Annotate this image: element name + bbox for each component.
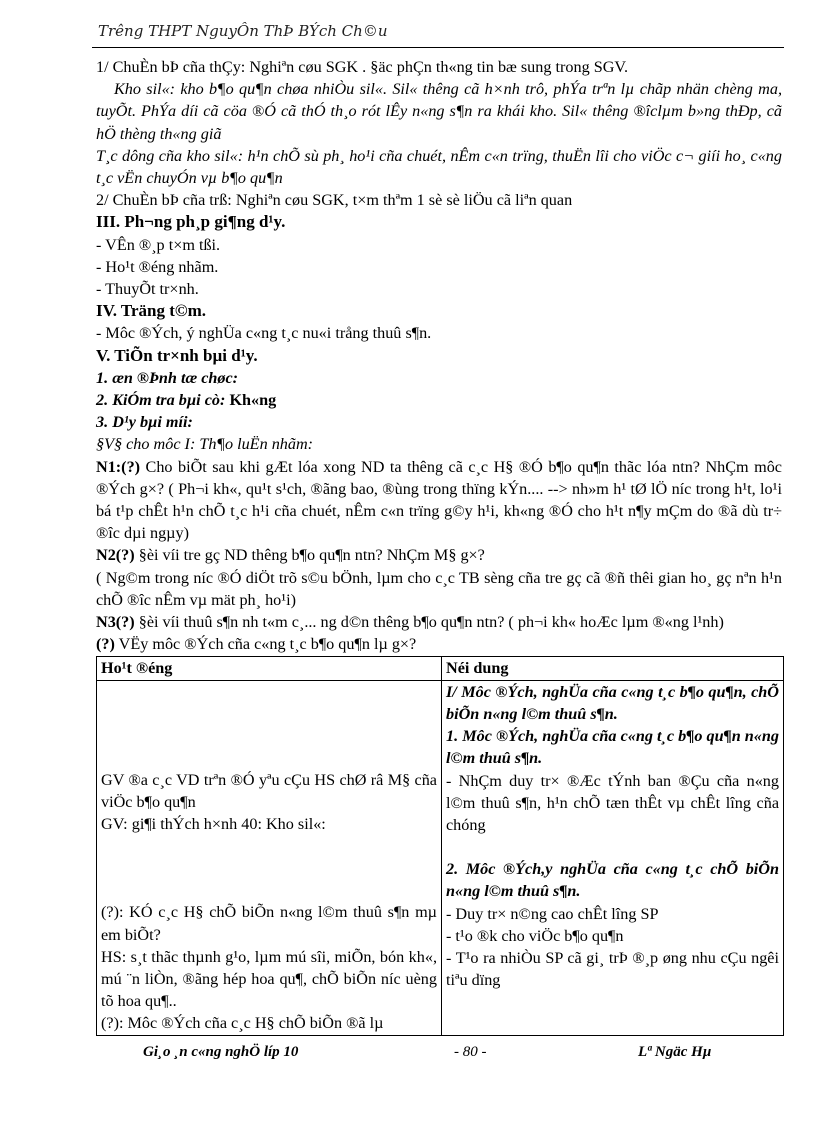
question-n1-text: Cho biÕt sau khi gÆt lóa xong ND ta thêng cã c¸c H§ ®Ó b¶o qu¶n thãc lóa ntn? NhÇm môc ®Ých g×? ( Ph¬i kh«, qu¹t s¹ch, ®ãng bao, ®ùng trong thïng kÝn.... --> nh»m h¹ tØ lÖ níc trong h¹t, lo¹i bá t¹p chÊt h¹n chÕ t¸c h¹i cña chuét, nÊm c«n trïng g©y h¹i, kh«ng ®Ó cho h¹t n¶y mÇm do ®ã dù tr÷ ®îc dµi ngµy) xyxy=(96,457,782,543)
question-n1-label: N1:(?) xyxy=(96,457,141,476)
activity-line: GV ®a c¸c VD trªn ®Ó yªu cÇu HS chØ râ M§ cña viÖc b¶o qu¶n xyxy=(101,770,437,811)
answer-n2: ( Ng©m trong níc ®Ó diÖt trõ s©u bÖnh, lµm cho c¸c TB sèng cña tre gç cã ®ñ thêi gian ho¸ gç nªn h¹n chÕ ®îc nÊm vµ mät ph¸ ho¹i) xyxy=(96,568,782,609)
intro-discussion: §V§ cho môc I: Th¶o luËn nhãm: xyxy=(96,435,314,454)
activity-line: (?): KÓ c¸c H§ chÕ biÕn n«ng l©m thuû s¶n mµ em biÕt? xyxy=(101,903,437,944)
activity-line: (?): Môc ®Ých cña c¸c H§ chÕ biÕn ®ã lµ xyxy=(101,1014,384,1033)
content-line: - t¹o ®k cho viÖc b¶o qu¶n xyxy=(446,926,624,945)
table-row xyxy=(97,680,784,1035)
method-item: - Ho¹t ®éng nhãm. xyxy=(96,257,219,276)
section-methods-heading: III. Ph¬ng ph¸p gi¶ng d¹y. xyxy=(96,212,286,232)
activity-line: GV: gi¶i thÝch h×nh 40: Kho sil«: xyxy=(101,815,326,834)
header-rule xyxy=(92,47,784,48)
method-item: - ThuyÕt tr×nh. xyxy=(96,280,199,299)
question-n2-label: N2(?) xyxy=(96,546,135,565)
page-header xyxy=(98,22,738,44)
step-3: 3. D¹y bµi míi: xyxy=(96,413,193,432)
question-n3 xyxy=(96,611,782,633)
summary-question-label: (?) xyxy=(96,635,115,654)
activity-cell xyxy=(97,680,442,1035)
step-2-value: Kh«ng xyxy=(225,391,277,410)
summary-question-text: VËy môc ®Ých cña c«ng t¸c b¶o qu¶n lµ g×? xyxy=(114,635,417,654)
student-prep: 2/ ChuÈn bÞ cña trß: Nghiªn cøu SGK, t×m thªm 1 sè sè liÖu cã liªn quan xyxy=(96,191,573,210)
content-subheading: 2. Môc ®Ých,y nghÜa cña c«ng t¸c chÕ biÕn n«ng l©m thuû s¶n. xyxy=(446,860,779,901)
question-n1 xyxy=(96,456,782,545)
summary-question xyxy=(96,633,782,655)
content-line: - Duy tr× n©ng cao chÊt lîng SP xyxy=(446,904,659,923)
section-process-heading: V. TiÕn tr×nh bµi d¹y. xyxy=(96,345,258,365)
focus-item: - Môc ®Ých, ý nghÜa c«ng t¸c nu«i trång thuû s¶n. xyxy=(96,324,432,343)
table-header-row xyxy=(97,657,784,680)
page-footer xyxy=(0,1044,816,1068)
question-n3-text: §èi víi thuû s¶n nh t«m c¸... ng d©n thêng b¶o qu¶n ntn? ( ph¬i kh« hoÆc lµm ®«ng l¹nh) xyxy=(134,613,724,632)
footer-author: Lª Ngäc Hµ xyxy=(638,1044,712,1060)
document-body xyxy=(96,56,782,1036)
school-name: Trêng THPT NguyÔn ThÞ BÝch Ch©u xyxy=(98,22,388,40)
method-item: - VÊn ®¸p t×m tßi. xyxy=(96,235,221,254)
content-cell xyxy=(442,680,784,1035)
content-line: - T¹o ra nhiÒu SP cã gi¸ trÞ ®¸p øng nhu cÇu ngêi tiªu dïng xyxy=(446,948,779,990)
question-n3-label: N3(?) xyxy=(96,613,135,632)
section-focus-heading: IV. Träng t©m. xyxy=(96,301,206,321)
question-n2-text: §èi víi tre gç ND thêng b¶o qu¶n ntn? NhÇm M§ g×? xyxy=(134,546,485,565)
step-2 xyxy=(96,389,782,411)
header-content: Néi dung xyxy=(442,657,784,680)
page-number: - 80 - xyxy=(454,1044,487,1060)
step-2-label: 2. KiÓm tra bµi cò: xyxy=(96,391,226,410)
footer-course: Gi¸o ¸n c«ng nghÖ líp 10 xyxy=(143,1044,299,1060)
content-heading: I/ Môc ®Ých, nghÜa cña c«ng t¸c b¶o qu¶n, chÕ biÕn n«ng l©m thuû s¶n. xyxy=(446,682,779,723)
activity-line: HS: s¸t thãc thµnh g¹o, lµm mú sîi, miÕn, bón kh«, mú ¨n liÒn, ®ãng hép hoa qu¶, chÕ biÕn níc uèng tõ hoa qu¶.. xyxy=(101,947,437,1011)
teacher-prep: 1/ ChuÈn bÞ cña thÇy: Nghiªn cøu SGK . §äc phÇn th«ng tin bæ sung trong SGV. xyxy=(96,58,629,76)
step-1: 1. æn ®Þnh tæ chøc: xyxy=(96,368,239,387)
header-activity: Ho¹t ®éng xyxy=(97,657,442,680)
silo-effect: T¸c dông cña kho sil«: h¹n chÕ sù ph¸ ho¹i cña chuét, nÊm c«n trïng, thuËn lîi cho viÖc c¬ giíi ho¸ c«ng t¸c vËn chuyÓn vµ b¶o qu¶n xyxy=(96,146,782,188)
silo-description: Kho sil«: kho b¶o qu¶n chøa nhiÒu sil«. Sil« thêng cã h×nh trô, phÝa trªn lµ chãp nhän chèng ma, tuyÕt. PhÝa díi cã cöa ®Ó cã thÓ th¸o rót lÊy n«ng s¶n ra khái kho. Sil« thêng ®îclµm b»ng thÐp, cã hÖ thèng th«ng giã xyxy=(96,80,782,143)
content-line: - NhÇm duy tr× ®Æc tÝnh ban ®Çu cña n«ng l©m thuû s¶n, h¹n chÕ tæn thÊt vµ chÊt lîng cña chóng xyxy=(446,771,779,834)
question-n2 xyxy=(96,544,782,566)
activity-table xyxy=(96,656,784,1035)
content-subheading: 1. Môc ®Ých, nghÜa cña c«ng t¸c b¶o qu¶n n«ng l©m thuû s¶n. xyxy=(446,727,779,768)
